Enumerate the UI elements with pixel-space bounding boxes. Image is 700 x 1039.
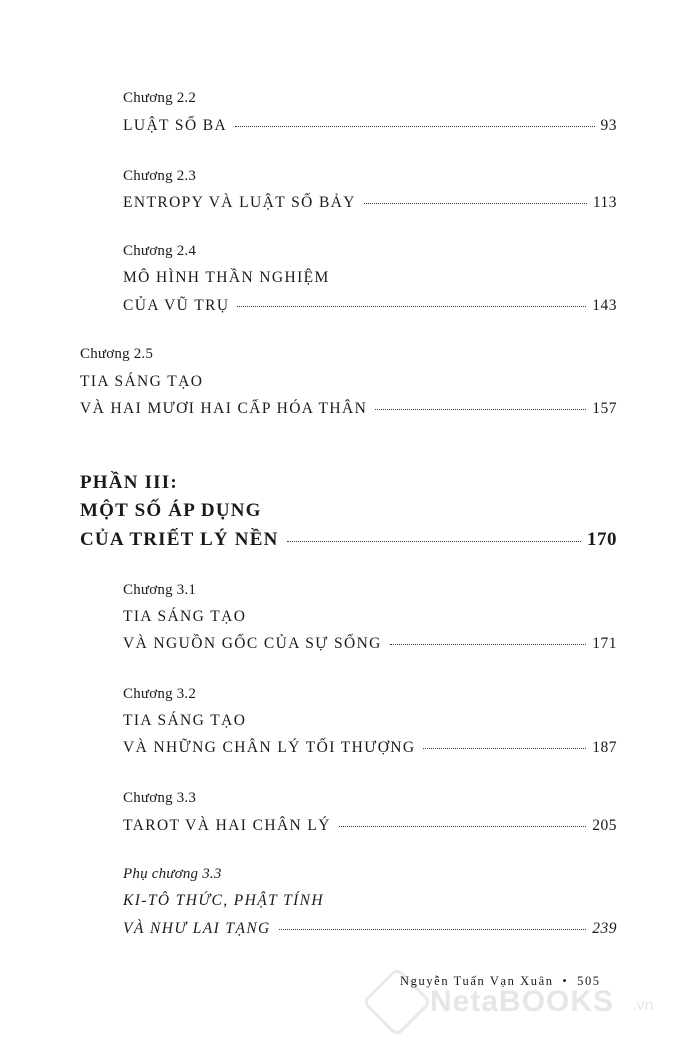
part-page-number: 170	[587, 529, 617, 550]
part-heading-line[interactable]	[80, 529, 617, 551]
entry-title: TAROT VÀ HAI CHÂN LÝ	[123, 817, 331, 834]
watermark-brand: NetaBOOKS	[430, 985, 615, 1018]
page-number: 205	[592, 817, 617, 834]
dot-leader	[375, 408, 586, 410]
dot-leader	[339, 825, 586, 827]
toc-entry-line[interactable]	[123, 194, 617, 212]
part-heading: MỘT SỐ ÁP DỤNG	[80, 500, 262, 521]
chapter-label: Chương 2.4	[123, 243, 197, 259]
page-number: 239	[592, 920, 617, 937]
chapter-label: Chương 3.1	[123, 582, 197, 598]
dot-leader	[279, 928, 587, 930]
entry-title: CỦA VŨ TRỤ	[123, 297, 230, 314]
entry-title: ENTROPY VÀ LUẬT SỐ BẢY	[123, 194, 356, 211]
toc-entry-line[interactable]	[123, 739, 617, 757]
footer-bullet: •	[562, 974, 569, 988]
footer-page-number: 505	[577, 974, 601, 988]
footer-author: Nguyễn Tuấn Vạn Xuân	[400, 974, 554, 988]
page-number: 93	[600, 117, 617, 134]
toc-entry-line[interactable]	[123, 920, 617, 938]
part-title: CỦA TRIẾT LÝ NỀN	[80, 529, 279, 550]
toc-entry-line[interactable]	[123, 117, 617, 135]
chapter-label: Chương 2.5	[80, 346, 154, 362]
entry-title: TIA SÁNG TẠO	[123, 608, 247, 625]
entry-title: VÀ HAI MƯƠI HAI CẤP HÓA THÂN	[80, 400, 368, 417]
watermark-suffix: .vn	[632, 997, 654, 1014]
part-heading: PHẦN III:	[80, 472, 178, 493]
toc-entry-line[interactable]	[123, 297, 617, 315]
toc-entry-line	[80, 373, 203, 391]
toc-entry-line	[123, 269, 330, 287]
toc-entry-line	[123, 892, 324, 910]
page-number: 171	[592, 635, 617, 652]
entry-title: MÔ HÌNH THẦN NGHIỆM	[123, 269, 330, 286]
entry-title: VÀ NGUỒN GỐC CỦA SỰ SỐNG	[123, 635, 382, 652]
toc-entry-line[interactable]	[123, 817, 617, 835]
dot-leader	[237, 305, 586, 307]
chapter-label: Chương 3.2	[123, 686, 197, 702]
entry-title: LUẬT SỐ BA	[123, 117, 228, 134]
dot-leader	[423, 747, 586, 749]
dot-leader	[364, 202, 587, 204]
page-number: 187	[592, 739, 617, 756]
dot-leader	[287, 540, 581, 542]
entry-title: TIA SÁNG TẠO	[80, 373, 204, 390]
dot-leader	[235, 125, 594, 127]
entry-title: VÀ NHỮNG CHÂN LÝ TỐI THƯỢNG	[123, 739, 416, 756]
toc-entry-line[interactable]	[123, 635, 617, 653]
toc-entry-line[interactable]	[80, 400, 617, 418]
page-number: 143	[592, 297, 617, 314]
entry-title: TIA SÁNG TẠO	[123, 712, 247, 729]
chapter-label: Chương 2.2	[123, 90, 197, 106]
toc-entry-line	[123, 608, 246, 626]
entry-title: VÀ NHƯ LAI TẠNG	[123, 920, 271, 937]
chapter-label: Chương 2.3	[123, 168, 197, 184]
toc-entry-line	[123, 712, 246, 730]
appendix-chapter-label: Phụ chương 3.3	[123, 866, 222, 882]
chapter-label: Chương 3.3	[123, 790, 197, 806]
page-number: 157	[592, 400, 617, 417]
entry-title: KI-TÔ THỨC, PHẬT TÍNH	[123, 892, 324, 909]
page-number: 113	[592, 194, 617, 211]
page-footer	[400, 974, 601, 989]
dot-leader	[390, 643, 586, 645]
